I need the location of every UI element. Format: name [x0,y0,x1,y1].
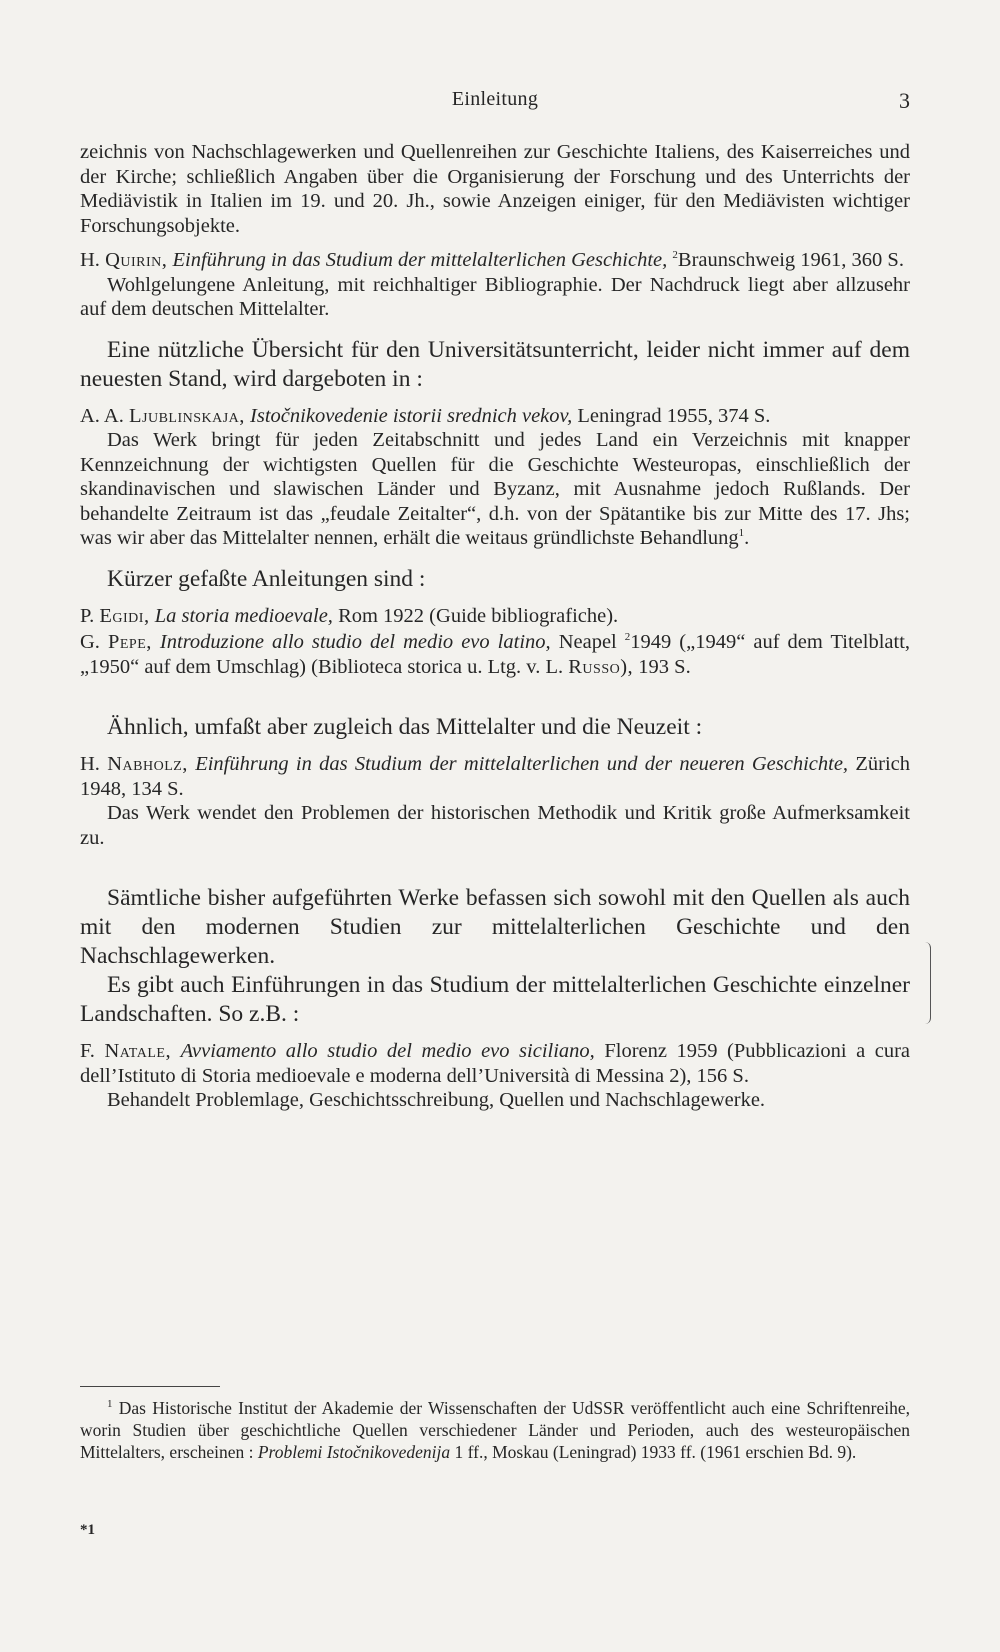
author-name: Pepe, [107,631,152,653]
entry-note-natale: Behandelt Problemlage, Geschichtsschreibung, Quellen und Nachschlagewerke. [107,1089,766,1111]
entry-note-ljublinskaja [80,428,910,551]
lead-paragraph-1: Eine nützliche Übersicht für den Universitätsunterricht, leider nicht immer auf dem neuesten Stand, wird dargeboten in : [80,336,910,392]
work-title: Introduzione allo studio del medio evo latino, [159,631,551,653]
signature-mark: *1 [80,1522,95,1538]
lead-paragraph-4: Sämtliche bisher aufgeführten Werke befassen sich sowohl mit den Quellen als auch mit den modernen Studien zur mittelalterlichen Geschichte und den Nachschlagewerken. [80,885,910,969]
footnote-area [80,1386,910,1463]
work-title: La storia medioevale, [154,604,333,627]
publication-details: Florenz 1959 (Pubblicazioni a cura dell’Istituto di Storia medioevale e moderna dell’Università di Messina 2), 156 S. [80,1040,911,1087]
note-end: . [744,527,750,549]
bib-entry-natale [80,1039,910,1088]
entry-note-nabholz: Das Werk wendet den Problemen der historischen Methodik und Kritik große Aufmerksamkeit zu. [80,802,910,849]
author-name: Nabholz, [107,753,188,775]
footnote-marker: 1 [107,1398,113,1411]
footnote-rule [80,1386,220,1387]
work-title: Avviamento allo studio del medio evo siciliano, [180,1040,595,1062]
page-count: 193 S. [638,655,691,678]
author-initial: F. [80,1040,95,1062]
lead-paragraph-3: Ähnlich, umfaßt aber zugleich das Mittelalter und die Neuzeit : [107,714,703,740]
intro-note: zeichnis von Nachschlagewerken und Quellenreihen zur Geschichte Italiens, des Kaiserreiches und der Kirche; schließlich Angaben über die Organisierung der Forschung und des Unterrichts der Mediävistik in Italien im 19. und 20. Jh., sowie Anzeigen einiger, für den Mediävisten wichtiger Forschungsobjekte. [80,141,910,237]
author-initial: H. [80,753,100,775]
bib-entry-egidi [80,604,910,629]
author-name: Quirin, [105,249,168,271]
page-number: 3 [899,88,910,113]
publication-place: Neapel [558,631,617,653]
editor-name: Russo), [568,655,634,678]
publication-details: 1949 („1949“ auf dem Titelblatt, „1950“ auf dem Umschlag) (Biblioteca storica u. Ltg. v. L. [80,631,911,678]
work-title: Einführung in das Studium der mittelalterlichen Geschichte, [172,249,668,271]
edition-marker: 2 [672,249,678,262]
lead-paragraph-2: Kürzer gefaßte Anleitungen sind : [107,565,426,592]
lead-paragraph-5: Es gibt auch Einführungen in das Studium der mittelalterlichen Geschichte einzelner Landschaften. So z.B. : [80,972,910,1027]
author-name: Egidi, [99,604,150,627]
work-title: Einführung in das Studium der mittelalterlichen und der neueren Geschichte, [195,753,849,775]
author-initial: P. [80,604,95,627]
edition-marker: 2 [624,631,631,644]
work-title: Istočnikovedenie istorii srednich vekov, [250,404,573,427]
page-header [80,88,910,118]
main-text [80,140,910,1113]
author-initial: G. [80,631,100,653]
entry-note-quirin: Wohlgelungene Anleitung, mit reichhaltiger Bibliographie. Der Nachdruck liegt aber allzusehr auf dem deutschen Mittelalter. [80,273,910,320]
author-name: Natale, [104,1040,172,1062]
footnote-reference: 1 [738,527,745,540]
bib-entry-pepe [80,630,910,679]
author-name: Ljublinskaja, [128,404,245,427]
publication-details: Leningrad 1955, 374 S. [577,404,771,427]
author-initial: H. [80,249,100,271]
publication-details: Rom 1922 (Guide bibliografiche). [338,604,619,627]
running-title: Einleitung [451,88,539,110]
author-initial: A. A. [80,404,124,427]
footnote-details: 1 ff., Moskau (Leningrad) 1933 ff. (1961 erschien Bd. 9). [454,1442,857,1462]
bib-entry-quirin [80,248,910,273]
footnote-1 [80,1397,910,1463]
margin-bracket [925,942,931,1024]
bib-entry-ljublinskaja [80,404,910,429]
footnote-text: Das Historische Institut der Akademie der Wissenschaften der UdSSR veröffentlicht auch eine Schriftenreihe, worin Studien über geschichtliche Quellen verschiedener Länder und Perioden, auch des westeuropäischen Mittelalters, erscheinen : [80,1398,911,1462]
publication-details: Zürich 1948, 134 S. [80,753,910,800]
bib-entry-nabholz [80,752,910,801]
publication-details: Braunschweig 1961, 360 S. [677,249,904,271]
note-text: Das Werk bringt für jeden Zeitabschnitt und jedes Land ein Verzeichnis mit knapper Kennzeichnung der wichtigsten Quellen für die Geschichte Westeuropas, einschließlich der skandinavischen und slawischen Länder und Byzanz, mit Ausnahme jedoch Rußlands. Der behandelte Zeitraum ist das „feudale Zeitalter“, d.h. von der Spätantike bis zur Mitte des 17. Jhs; was wir aber das Mittelalter nennen, erhält die weitaus gründlichste Behandlung [80,429,910,549]
series-title: Problemi Istočnikovedenija [257,1442,451,1462]
